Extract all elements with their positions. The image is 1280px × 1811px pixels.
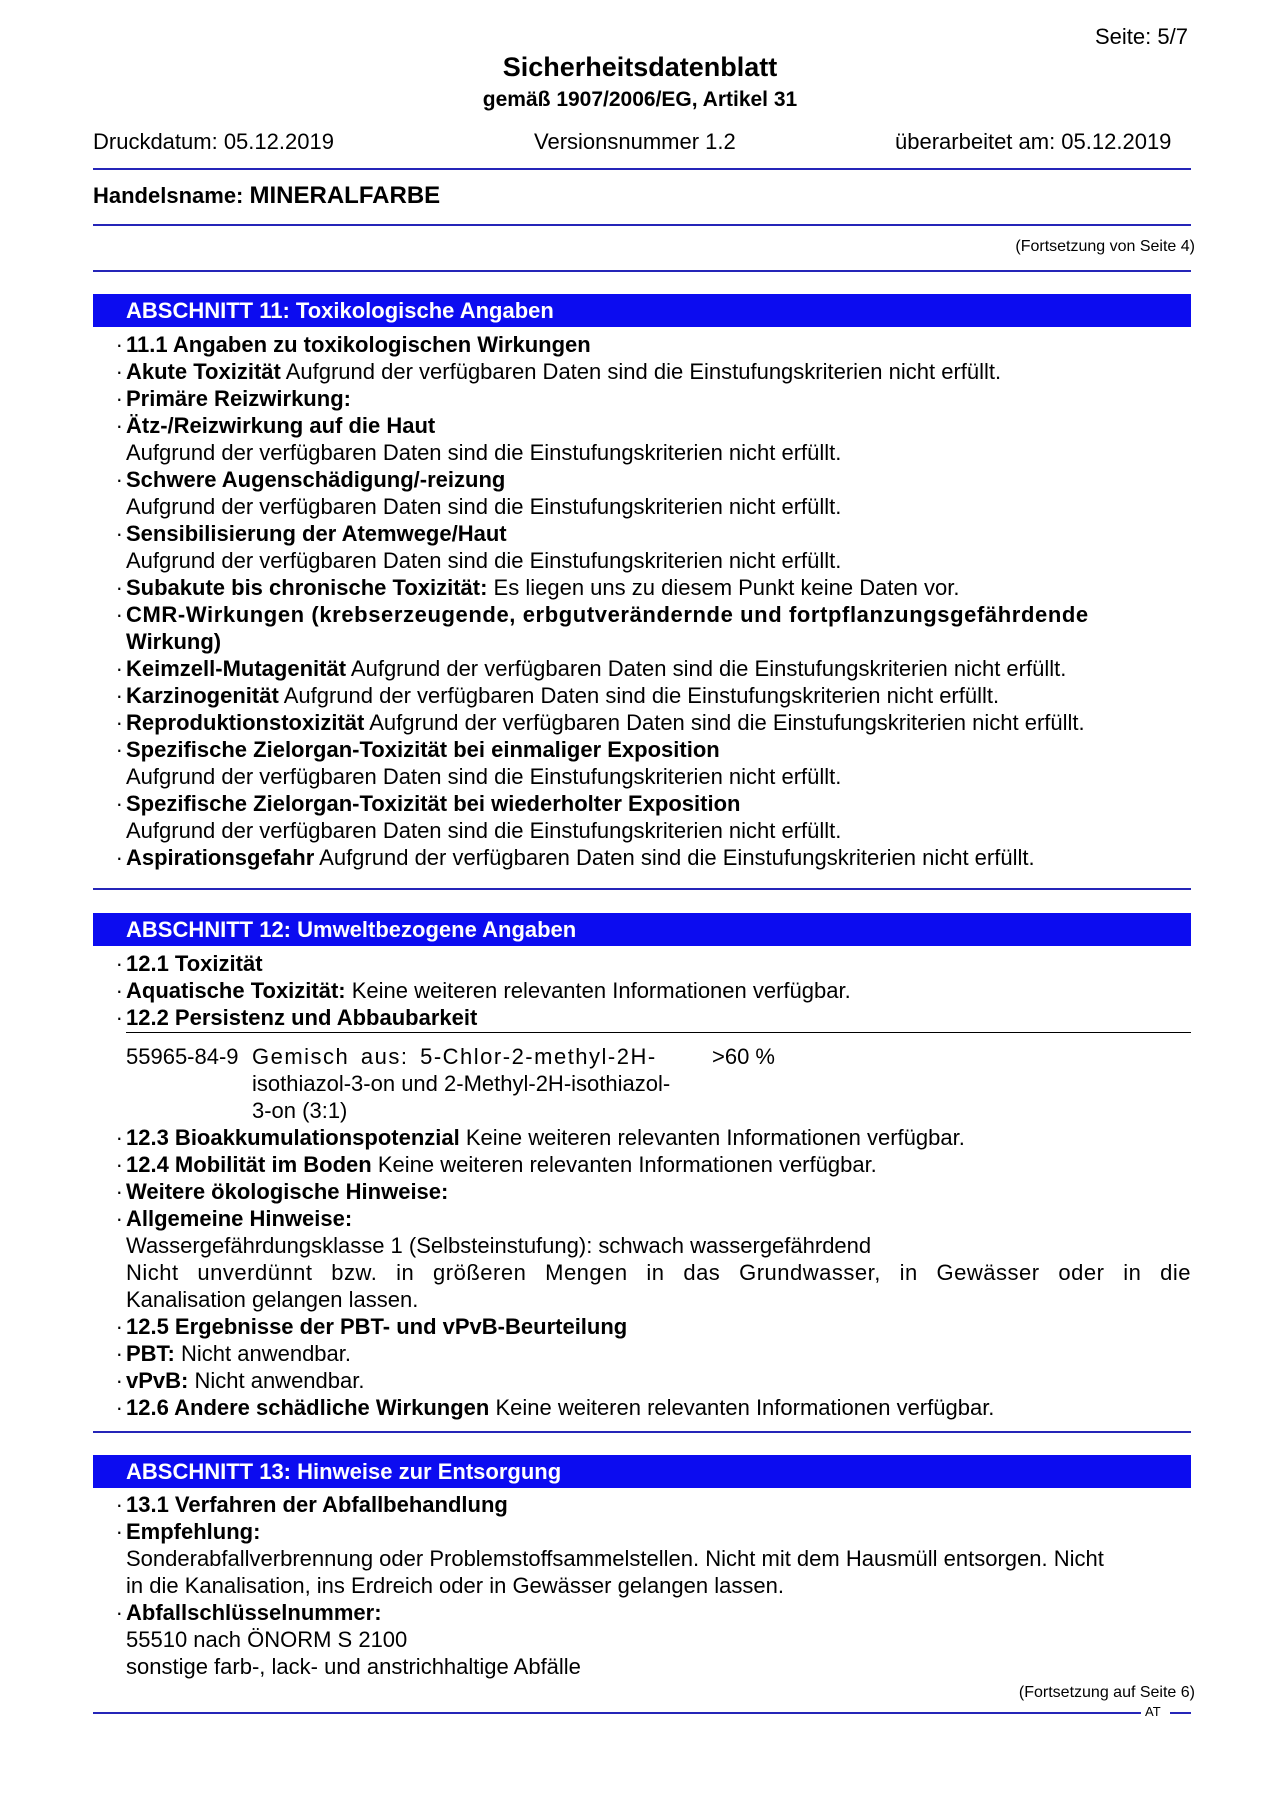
s13-text: sonstige farb-, lack- und anstrichhaltige Abfälle xyxy=(126,1654,581,1679)
s12-item: · 12.3 Bioakkumulationspotenzial Keine weiteren relevanten Informationen verfügbar. xyxy=(115,1125,965,1150)
s13-item: · Empfehlung: xyxy=(115,1519,261,1544)
section-11-rule xyxy=(93,888,1191,890)
s11-text: Aufgrund der verfügbaren Daten sind die Einstufungskriterien nicht erfüllt. xyxy=(126,764,842,789)
trade-name-label: Handelsname: xyxy=(93,183,244,208)
footer-rule-left xyxy=(93,1712,1141,1714)
s11-item: · Ätz-/Reizwirkung auf die Haut xyxy=(115,413,436,438)
continued-rule xyxy=(93,270,1191,272)
trade-name-rule xyxy=(93,224,1191,226)
continued-from: (Fortsetzung von Seite 4) xyxy=(1015,238,1195,255)
s11-item: · Reproduktionstoxizität Aufgrund der verfügbaren Daten sind die Einstufungskriterien nicht erfüllt. xyxy=(115,710,1085,735)
header-rule xyxy=(93,168,1191,170)
s12-item: · Allgemeine Hinweise: xyxy=(115,1206,353,1231)
s11-text: Aufgrund der verfügbaren Daten sind die Einstufungskriterien nicht erfüllt. xyxy=(126,440,842,465)
s11-item: · Schwere Augenschädigung/-reizung xyxy=(115,467,506,492)
s13-text: in die Kanalisation, ins Erdreich oder in Gewässer gelangen lassen. xyxy=(126,1573,784,1598)
document-subtitle: gemäß 1907/2006/EG, Artikel 31 xyxy=(482,88,798,111)
s11-item: · Primäre Reizwirkung: xyxy=(115,386,351,411)
s11-item: · Akute Toxizität Aufgrund der verfügbaren Daten sind die Einstufungskriterien nicht erfüllt. xyxy=(115,359,1002,384)
s12-text: Nicht unverdünnt bzw. in größeren Mengen in das Grundwasser, in Gewässer oder in die xyxy=(126,1260,1191,1285)
section-12-rule xyxy=(93,1431,1191,1433)
substance-cas: 55965-84-9 xyxy=(126,1044,239,1069)
section-11-header: ABSCHNITT 11: Toxikologische Angaben xyxy=(93,294,1191,327)
document-title: Sicherheitsdatenblatt xyxy=(502,52,778,82)
s12-item: · 12.1 Toxizität xyxy=(115,951,263,976)
s11-item: · 11.1 Angaben zu toxikologischen Wirkungen xyxy=(115,332,591,357)
s12-item: · 12.4 Mobilität im Boden Keine weiteren relevanten Informationen verfügbar. xyxy=(115,1152,877,1177)
s11-text: Aufgrund der verfügbaren Daten sind die Einstufungskriterien nicht erfüllt. xyxy=(126,548,842,573)
s12-item: · Aquatische Toxizität: Keine weiteren relevanten Informationen verfügbar. xyxy=(115,978,851,1003)
trade-name-row xyxy=(93,182,440,210)
s11-item: · CMR-Wirkungen (krebserzeugende, erbgutverändernde und fortpflanzungsgefährdende xyxy=(115,602,1089,627)
s11-item: · Sensibilisierung der Atemwege/Haut xyxy=(115,521,507,546)
page-number: Seite: 5/7 xyxy=(1095,24,1188,49)
continued-on: (Fortsetzung auf Seite 6) xyxy=(1018,1684,1195,1701)
s13-text: 55510 nach ÖNORM S 2100 xyxy=(126,1627,408,1652)
s12-item: · 12.5 Ergebnisse der PBT- und vPvB-Beurteilung xyxy=(115,1314,628,1339)
s12-item: · vPvB: Nicht anwendbar. xyxy=(115,1368,365,1393)
version-number: Versionsnummer 1.2 xyxy=(534,129,736,154)
s11-item: · Keimzell-Mutagenität Aufgrund der verfügbaren Daten sind die Einstufungskriterien nicht erfüllt. xyxy=(115,656,1067,681)
footer-rule-right xyxy=(1170,1712,1191,1714)
trade-name: MINERALFARBE xyxy=(249,182,441,209)
substance-name-2: isothiazol-3-on und 2-Methyl-2H-isothiazol- xyxy=(252,1071,671,1096)
s11-item: · Spezifische Zielorgan-Toxizität bei wiederholter Exposition xyxy=(115,791,741,816)
s12-text: Wassergefährdungsklasse 1 (Selbsteinstufung): schwach wassergefährdend xyxy=(126,1233,872,1258)
s11-item: · Aspirationsgefahr Aufgrund der verfügbaren Daten sind die Einstufungskriterien nicht erfüllt. xyxy=(115,845,1035,870)
section-12-header: ABSCHNITT 12: Umweltbezogene Angaben xyxy=(93,913,1191,946)
substance-name-3: 3-on (3:1) xyxy=(252,1098,348,1123)
s11-item: · Spezifische Zielorgan-Toxizität bei einmaliger Exposition xyxy=(115,737,720,762)
s11-text: Wirkung) xyxy=(126,629,222,654)
print-date: Druckdatum: 05.12.2019 xyxy=(93,129,334,154)
s12-item: · 12.6 Andere schädliche Wirkungen Keine weiteren relevanten Informationen verfügbar. xyxy=(115,1395,995,1420)
s12-item: · Weitere ökologische Hinweise: xyxy=(115,1179,449,1204)
s12-item: · 12.2 Persistenz und Abbaubarkeit xyxy=(115,1005,478,1030)
table-rule xyxy=(126,1032,1191,1033)
s13-item: · Abfallschlüsselnummer: xyxy=(115,1600,382,1625)
s13-text: Sonderabfallverbrennung oder Problemstoffsammelstellen. Nicht mit dem Hausmüll entsorgen. Nicht xyxy=(126,1546,1104,1571)
s12-item: · PBT: Nicht anwendbar. xyxy=(115,1341,351,1366)
s12-text: Kanalisation gelangen lassen. xyxy=(126,1287,419,1312)
substance-name-1: Gemisch aus: 5-Chlor-2-methyl-2H- xyxy=(252,1044,657,1069)
substance-value: >60 % xyxy=(712,1044,775,1069)
revision-date: überarbeitet am: 05.12.2019 xyxy=(895,129,1172,154)
s11-text: Aufgrund der verfügbaren Daten sind die Einstufungskriterien nicht erfüllt. xyxy=(126,494,842,519)
section-13-header: ABSCHNITT 13: Hinweise zur Entsorgung xyxy=(93,1455,1191,1488)
s11-item: · Karzinogenität Aufgrund der verfügbaren Daten sind die Einstufungskriterien nicht erfüllt. xyxy=(115,683,1000,708)
s11-item: · Subakute bis chronische Toxizität: Es liegen uns zu diesem Punkt keine Daten vor. xyxy=(115,575,960,600)
country-code: AT xyxy=(1145,1704,1161,1719)
s13-item: · 13.1 Verfahren der Abfallbehandlung xyxy=(115,1492,508,1517)
s11-text: Aufgrund der verfügbaren Daten sind die Einstufungskriterien nicht erfüllt. xyxy=(126,818,842,843)
